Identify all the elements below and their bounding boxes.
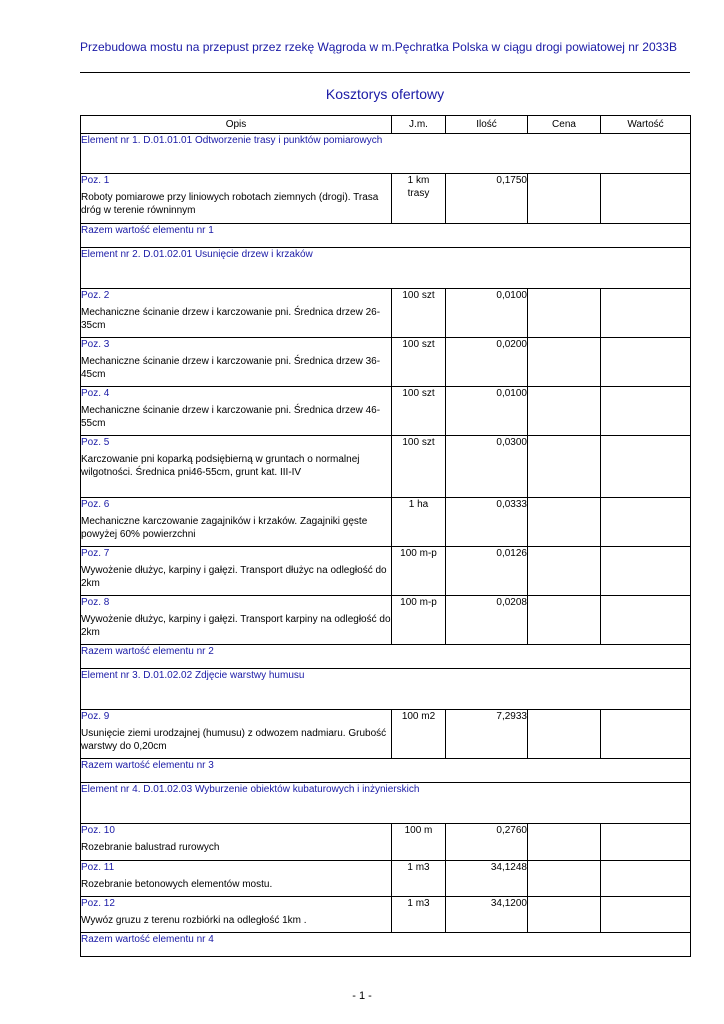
position-price <box>528 387 601 436</box>
element-header-row <box>81 669 691 710</box>
position-description-cell <box>81 338 392 387</box>
position-description: Mechaniczne ścinanie drzew i karczowanie pni. Średnica drzew 36-45cm <box>81 356 381 380</box>
position-description-cell <box>81 289 392 338</box>
position-number: Poz. 11 <box>81 862 115 873</box>
position-value <box>601 710 691 759</box>
position-price <box>528 547 601 596</box>
element-header-row <box>81 783 691 824</box>
position-quantity: 0,0208 <box>446 596 528 645</box>
position-price <box>528 861 601 897</box>
position-unit: 100 m <box>392 824 446 861</box>
position-row <box>81 436 691 498</box>
page-number: - 1 - <box>352 990 372 1002</box>
position-number: Poz. 12 <box>81 898 115 909</box>
position-row <box>81 174 691 224</box>
position-description: Rozebranie balustrad rurowych <box>81 842 220 853</box>
element-title: Element nr 3. D.01.02.02 Zdjęcie warstwy humusu <box>81 669 691 710</box>
position-value <box>601 897 691 933</box>
position-price <box>528 174 601 224</box>
position-row <box>81 289 691 338</box>
column-header-cena: Cena <box>528 116 601 134</box>
position-description-cell <box>81 897 392 933</box>
position-value <box>601 436 691 498</box>
position-description-cell <box>81 596 392 645</box>
position-quantity: 0,0200 <box>446 338 528 387</box>
position-row <box>81 387 691 436</box>
element-total-label: Razem wartość elementu nr 2 <box>81 645 691 669</box>
position-price <box>528 710 601 759</box>
position-row <box>81 710 691 759</box>
position-quantity: 0,0100 <box>446 387 528 436</box>
position-price <box>528 596 601 645</box>
position-row <box>81 897 691 933</box>
position-unit: 100 szt <box>392 436 446 498</box>
position-value <box>601 547 691 596</box>
cost-estimate-table <box>80 115 691 957</box>
column-header-jm: J.m. <box>392 116 446 134</box>
position-unit: 100 m-p <box>392 596 446 645</box>
position-number: Poz. 3 <box>81 339 110 350</box>
element-total-row <box>81 224 691 248</box>
position-number: Poz. 6 <box>81 499 110 510</box>
position-value <box>601 824 691 861</box>
position-price <box>528 498 601 547</box>
position-description-cell <box>81 436 392 498</box>
position-row <box>81 596 691 645</box>
position-description: Roboty pomiarowe przy liniowych robotach ziemnych (drogi). Trasa dróg w terenie równinnym <box>81 192 379 216</box>
element-total-row <box>81 759 691 783</box>
position-description-cell <box>81 547 392 596</box>
position-description-cell <box>81 387 392 436</box>
position-row <box>81 338 691 387</box>
position-unit: 100 m2 <box>392 710 446 759</box>
element-title: Element nr 2. D.01.02.01 Usunięcie drzew i krzaków <box>81 248 691 289</box>
position-number: Poz. 9 <box>81 711 110 722</box>
position-row <box>81 861 691 897</box>
position-value <box>601 174 691 224</box>
element-total-label: Razem wartość elementu nr 3 <box>81 759 691 783</box>
position-quantity: 0,0300 <box>446 436 528 498</box>
element-title: Element nr 4. D.01.02.03 Wyburzenie obiektów kubaturowych i inżynierskich <box>81 783 691 824</box>
element-total-row <box>81 933 691 957</box>
header-divider <box>80 72 690 73</box>
position-description: Mechaniczne karczowanie zagajników i krzaków. Zagajniki gęste powyżej 60% powierzchni <box>81 516 368 540</box>
position-quantity: 0,0333 <box>446 498 528 547</box>
position-row <box>81 498 691 547</box>
position-value <box>601 338 691 387</box>
position-number: Poz. 10 <box>81 825 115 836</box>
position-quantity: 0,2760 <box>446 824 528 861</box>
element-title: Element nr 1. D.01.01.01 Odtworzenie trasy i punktów pomiarowych <box>81 134 691 174</box>
table-body <box>81 134 691 957</box>
position-description-cell <box>81 824 392 861</box>
position-quantity: 34,1200 <box>446 897 528 933</box>
position-description-cell <box>81 174 392 224</box>
position-unit: 100 szt <box>392 289 446 338</box>
position-unit: 1 m3 <box>392 861 446 897</box>
column-header-wartosc: Wartość <box>601 116 691 134</box>
position-description: Wywożenie dłużyc, karpiny i gałęzi. Transport karpiny na odległość do 2km <box>81 614 391 638</box>
position-number: Poz. 2 <box>81 290 110 301</box>
position-unit: 100 m-p <box>392 547 446 596</box>
position-number: Poz. 1 <box>81 175 110 186</box>
position-quantity: 0,0126 <box>446 547 528 596</box>
document-header-title: Przebudowa mostu na przepust przez rzekę Wągroda w m.Pęchratka Polska w ciągu drogi powiatowej nr 2033B <box>80 40 677 54</box>
position-quantity: 0,0100 <box>446 289 528 338</box>
position-unit: 1 km trasy <box>392 174 446 224</box>
position-description-cell <box>81 861 392 897</box>
position-description-cell <box>81 710 392 759</box>
position-price <box>528 338 601 387</box>
position-number: Poz. 4 <box>81 388 110 399</box>
position-unit: 1 m3 <box>392 897 446 933</box>
element-total-label: Razem wartość elementu nr 1 <box>81 224 691 248</box>
column-header-opis: Opis <box>81 116 392 134</box>
position-value <box>601 498 691 547</box>
element-total-label: Razem wartość elementu nr 4 <box>81 933 691 957</box>
position-quantity: 34,1248 <box>446 861 528 897</box>
position-row <box>81 824 691 861</box>
position-description: Usunięcie ziemi urodzajnej (humusu) z odwozem nadmiaru. Grubość warstwy do 0,20cm <box>81 728 387 752</box>
position-description: Wywóz gruzu z terenu rozbiórki na odległość 1km . <box>81 915 307 926</box>
position-description: Karczowanie pni koparką podsiębierną w gruntach o normalnej wilgotności. Średnica pni46-55cm, grunt kat. III-IV <box>81 454 360 478</box>
position-price <box>528 289 601 338</box>
position-number: Poz. 8 <box>81 597 110 608</box>
position-number: Poz. 5 <box>81 437 110 448</box>
position-price <box>528 897 601 933</box>
position-description: Mechaniczne ścinanie drzew i karczowanie pni. Średnica drzew 26-35cm <box>81 307 381 331</box>
element-header-row <box>81 134 691 174</box>
position-quantity: 0,1750 <box>446 174 528 224</box>
position-unit: 100 szt <box>392 338 446 387</box>
column-header-ilosc: Ilość <box>446 116 528 134</box>
position-unit: 1 ha <box>392 498 446 547</box>
table-header-row <box>81 116 691 134</box>
position-quantity: 7,2933 <box>446 710 528 759</box>
position-description: Wywożenie dłużyc, karpiny i gałęzi. Transport dłużyc na odległość do 2km <box>81 565 387 589</box>
position-price <box>528 436 601 498</box>
position-number: Poz. 7 <box>81 548 110 559</box>
position-value <box>601 289 691 338</box>
position-description: Rozebranie betonowych elementów mostu. <box>81 879 273 890</box>
position-description: Mechaniczne ścinanie drzew i karczowanie pni. Średnica drzew 46-55cm <box>81 405 381 429</box>
position-unit: 100 szt <box>392 387 446 436</box>
element-header-row <box>81 248 691 289</box>
position-value <box>601 861 691 897</box>
page-title: Kosztorys ofertowy <box>325 86 445 102</box>
element-total-row <box>81 645 691 669</box>
position-price <box>528 824 601 861</box>
position-value <box>601 387 691 436</box>
position-value <box>601 596 691 645</box>
position-description-cell <box>81 498 392 547</box>
position-row <box>81 547 691 596</box>
